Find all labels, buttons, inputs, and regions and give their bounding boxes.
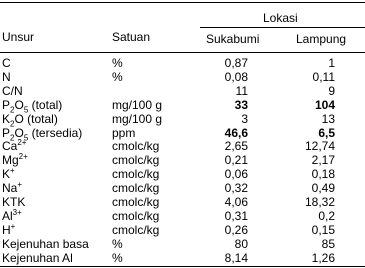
cell-lampung	[280, 209, 335, 223]
lokasi-rule	[200, 27, 365, 28]
cell-sukabumi	[200, 153, 248, 167]
sukabumi-value: 0,87	[224, 56, 248, 70]
superscript: +	[10, 166, 15, 176]
unsur-text: H	[2, 222, 11, 237]
cell-satuan	[112, 223, 159, 237]
cell-sukabumi	[200, 56, 248, 70]
unsur-text: KTK	[2, 195, 26, 209]
cell-satuan	[112, 237, 123, 251]
sukabumi-value: 4,06	[224, 195, 248, 209]
header-lampung: Lampung	[296, 32, 347, 46]
cell-lampung	[280, 251, 335, 265]
cell-unsur	[2, 56, 11, 70]
cell-lampung	[280, 223, 335, 237]
cell-lampung	[280, 195, 335, 209]
satuan-text: %	[112, 250, 123, 265]
cell-unsur	[2, 97, 63, 115]
sukabumi-value: 80	[234, 236, 248, 251]
cell-sukabumi	[200, 223, 248, 237]
cell-sukabumi	[200, 167, 248, 181]
cell-unsur	[2, 167, 15, 181]
satuan-text: cmolc/kg	[112, 153, 160, 168]
header-lokasi: Lokasi	[263, 11, 298, 25]
cell-lampung	[280, 153, 335, 167]
lampung-value: 0,11	[312, 69, 335, 84]
superscript: +	[17, 180, 23, 190]
sukabumi-value: 3	[241, 111, 248, 126]
sukabumi-value: 0,21	[224, 153, 248, 168]
header-unsur: Unsur	[2, 30, 35, 44]
cell-unsur	[2, 195, 25, 209]
cell-sukabumi	[200, 126, 248, 140]
unsur-text: O	[14, 125, 24, 140]
cell-sukabumi	[200, 209, 248, 223]
cell-satuan	[112, 70, 123, 84]
unsur-text: C/N	[2, 83, 23, 98]
cell-sukabumi	[200, 195, 248, 209]
cell-unsur	[2, 153, 28, 167]
unsur-text: Ca	[2, 139, 18, 154]
cell-sukabumi	[200, 98, 248, 112]
cell-sukabumi	[200, 237, 248, 251]
cell-lampung	[280, 181, 335, 195]
unsur-text: C	[2, 56, 11, 70]
cell-sukabumi	[200, 112, 248, 126]
subscript: 2	[10, 132, 15, 142]
cell-sukabumi	[200, 84, 248, 98]
lampung-value: 2,17	[311, 153, 335, 168]
superscript: +	[10, 221, 16, 231]
satuan-text: cmolc/kg	[112, 195, 160, 209]
superscript: 3+	[12, 207, 22, 217]
unsur-text: Na	[2, 181, 18, 196]
satuan-text: cmolc/kg	[112, 167, 160, 182]
superscript: 2+	[18, 152, 28, 162]
cell-lampung	[280, 167, 335, 181]
cell-unsur	[2, 139, 26, 153]
cell-unsur	[2, 181, 22, 195]
lampung-value: 12,74	[304, 139, 335, 154]
cell-satuan	[112, 153, 159, 167]
lampung-value: 0,15	[311, 222, 335, 237]
cell-satuan	[112, 139, 159, 153]
sukabumi-value: 0,26	[224, 222, 248, 237]
unsur-text: O	[14, 97, 24, 112]
subscript: 5	[23, 132, 29, 142]
cell-sukabumi	[200, 251, 248, 265]
bottom-rule	[0, 266, 365, 267]
sukabumi-value: 0,32	[224, 181, 248, 196]
unsur-text: (total)	[23, 111, 58, 126]
satuan-text: %	[112, 236, 123, 251]
cell-satuan	[112, 209, 159, 223]
unsur-text: O	[14, 111, 24, 126]
lampung-value: 1,26	[311, 250, 335, 265]
header-sukabumi: Sukabumi	[206, 32, 260, 46]
sukabumi-value: 0,06	[224, 167, 248, 182]
unsur-text: K	[2, 111, 11, 126]
sukabumi-value: 46,6	[224, 125, 248, 140]
cell-satuan	[112, 98, 162, 112]
cell-unsur	[2, 251, 73, 265]
lampung-value: 6,5	[318, 125, 335, 140]
lampung-value: 13	[321, 111, 335, 126]
unsur-text: (total)	[28, 97, 63, 112]
lampung-value: 0,2	[318, 208, 335, 223]
satuan-text: mg/100 g	[112, 97, 163, 112]
unsur-text: (tersedia)	[28, 125, 83, 140]
cell-sukabumi	[200, 139, 248, 153]
sukabumi-value: 0,31	[224, 208, 248, 223]
cell-sukabumi	[200, 70, 248, 84]
cell-satuan	[112, 112, 162, 126]
unsur-text: N	[2, 69, 11, 84]
unsur-text: Al	[2, 208, 13, 223]
cell-unsur	[2, 112, 58, 126]
cell-lampung	[280, 98, 335, 112]
unsur-text: Mg	[2, 153, 19, 168]
cell-satuan	[112, 56, 123, 70]
sukabumi-value: 0,08	[224, 69, 248, 84]
cell-satuan	[112, 167, 159, 181]
satuan-text: cmolc/kg	[112, 222, 160, 237]
sukabumi-value: 8,14	[224, 250, 248, 265]
satuan-text: %	[112, 69, 123, 84]
lampung-value: 1	[328, 56, 335, 70]
sukabumi-value: 2,65	[224, 139, 248, 154]
superscript: 2+	[17, 138, 27, 148]
satuan-text: cmolc/kg	[112, 181, 160, 196]
unsur-text: Kejenuhan basa	[2, 236, 89, 251]
cell-unsur	[2, 84, 23, 98]
cell-lampung	[280, 56, 335, 70]
cell-satuan	[112, 181, 159, 195]
cell-unsur	[2, 209, 22, 223]
cell-unsur	[2, 223, 15, 237]
lampung-value: 85	[321, 236, 335, 251]
subscript: 5	[23, 105, 29, 115]
cell-unsur	[2, 237, 89, 251]
satuan-text: cmolc/kg	[112, 139, 160, 154]
cell-satuan	[112, 126, 135, 140]
cell-satuan	[112, 195, 159, 209]
satuan-text: %	[112, 56, 123, 70]
subscript: 2	[10, 105, 15, 115]
cell-sukabumi	[200, 181, 248, 195]
lampung-value: 104	[314, 97, 335, 112]
satuan-text: cmolc/kg	[112, 208, 160, 223]
header-satuan: Satuan	[112, 30, 151, 44]
subscript: 2	[10, 118, 15, 128]
cell-lampung	[280, 139, 335, 153]
cell-lampung	[280, 126, 335, 140]
sukabumi-value: 33	[234, 97, 248, 112]
unsur-text: K	[2, 167, 11, 182]
cell-lampung	[280, 237, 335, 251]
cell-lampung	[280, 84, 335, 98]
lampung-value: 18,32	[304, 195, 335, 209]
lampung-value: 0,49	[311, 181, 335, 196]
lampung-value: 0,18	[311, 167, 335, 182]
sukabumi-value: 11	[235, 83, 248, 98]
cell-lampung	[280, 70, 335, 84]
cell-unsur	[2, 126, 82, 140]
lampung-value: 9	[328, 83, 335, 98]
cell-lampung	[280, 112, 335, 126]
unsur-text: P	[2, 125, 11, 140]
cell-satuan	[112, 251, 123, 265]
unsur-text: P	[2, 97, 11, 112]
satuan-text: ppm	[112, 125, 136, 140]
unsur-text: Kejenuhan Al	[2, 250, 73, 265]
satuan-text: mg/100 g	[112, 111, 163, 126]
cell-unsur	[2, 70, 11, 84]
top-rule	[0, 2, 365, 3]
header-bottom-rule	[0, 52, 365, 53]
